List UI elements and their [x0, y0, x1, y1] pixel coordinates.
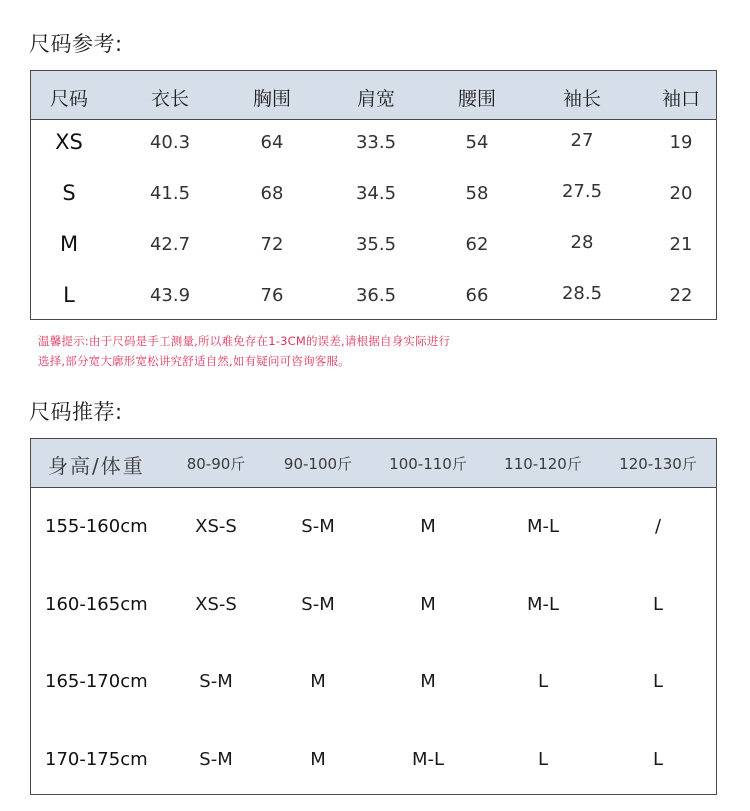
row-height-label: 165-170cm [45, 671, 148, 692]
cell-recommend: M-L [411, 749, 445, 770]
cell-sleeve-length: 28.5 [561, 283, 603, 304]
header-weight-90-100: 90-100斤 [283, 455, 353, 473]
header-size: 尺码 [49, 88, 89, 110]
cell-sleeve-length: 28 [570, 232, 594, 253]
cell-waist: 66 [465, 285, 489, 306]
size-table-header [31, 71, 716, 120]
cell-recommend: M [420, 594, 436, 615]
cell-chest: 76 [260, 285, 284, 306]
recommend-table-header [31, 439, 716, 488]
measurement-note-line1: 温馨提示:由于尺码是手工测量,所以难免存在1-3CM的误差,请根据自身实际进行 [38, 334, 451, 348]
cell-recommend: XS-S [195, 516, 237, 537]
cell-recommend: / [654, 516, 662, 537]
size-recommend-title: 尺码推荐: [29, 400, 123, 424]
cell-sleeve-length: 27.5 [561, 181, 603, 202]
cell-recommend: M-L [526, 516, 560, 537]
header-weight-120-130: 120-130斤 [619, 455, 697, 473]
cell-recommend: L [537, 671, 549, 692]
cell-length: 42.7 [149, 234, 191, 255]
cell-cuff: 22 [669, 285, 693, 306]
cell-cuff: 21 [669, 234, 693, 255]
size-reference-title: 尺码参考: [29, 32, 123, 56]
cell-recommend: XS-S [195, 594, 237, 615]
cell-recommend: M-L [526, 594, 560, 615]
recommend-table [30, 438, 717, 795]
header-shoulder: 肩宽 [356, 88, 396, 110]
header-waist: 腰围 [457, 88, 497, 110]
header-chest: 胸围 [252, 88, 292, 110]
cell-chest: 64 [260, 132, 284, 153]
cell-length: 40.3 [149, 132, 191, 153]
cell-length: 41.5 [149, 183, 191, 204]
cell-shoulder: 35.5 [355, 234, 397, 255]
row-size-label: S [62, 181, 76, 205]
header-weight-80-90: 80-90斤 [186, 455, 246, 473]
cell-recommend: M [310, 671, 326, 692]
measurement-note-line2: 选择,部分宽大廓形宽松讲究舒适自然,如有疑问可咨询客服。 [38, 354, 350, 368]
cell-recommend: S-M [301, 516, 335, 537]
cell-shoulder: 36.5 [355, 285, 397, 306]
cell-shoulder: 34.5 [355, 183, 397, 204]
row-size-label: XS [55, 130, 83, 154]
cell-recommend: L [652, 594, 664, 615]
cell-chest: 68 [260, 183, 284, 204]
cell-recommend: S-M [199, 671, 233, 692]
header-height-weight: 身高/体重 [48, 454, 145, 478]
cell-recommend: M [420, 516, 436, 537]
cell-recommend: M [420, 671, 436, 692]
row-size-label: L [63, 283, 75, 307]
header-weight-100-110: 100-110斤 [389, 455, 467, 473]
row-height-label: 160-165cm [45, 594, 148, 615]
header-cuff: 袖口 [661, 88, 701, 110]
cell-shoulder: 33.5 [355, 132, 397, 153]
cell-recommend: S-M [301, 594, 335, 615]
cell-recommend: L [537, 749, 549, 770]
cell-cuff: 20 [669, 183, 693, 204]
cell-waist: 54 [465, 132, 489, 153]
row-size-label: M [59, 232, 79, 256]
cell-waist: 62 [465, 234, 489, 255]
header-weight-110-120: 110-120斤 [504, 455, 582, 473]
header-sleeve-length: 袖长 [562, 88, 602, 110]
cell-cuff: 19 [669, 132, 693, 153]
cell-recommend: M [310, 749, 326, 770]
header-length: 衣长 [150, 88, 190, 110]
cell-recommend: L [652, 749, 664, 770]
size-table [30, 70, 717, 320]
cell-chest: 72 [260, 234, 284, 255]
cell-length: 43.9 [149, 285, 191, 306]
cell-waist: 58 [465, 183, 489, 204]
row-height-label: 155-160cm [45, 516, 148, 537]
cell-recommend: S-M [199, 749, 233, 770]
cell-recommend: L [652, 671, 664, 692]
cell-sleeve-length: 27 [570, 130, 594, 151]
row-height-label: 170-175cm [45, 749, 148, 770]
